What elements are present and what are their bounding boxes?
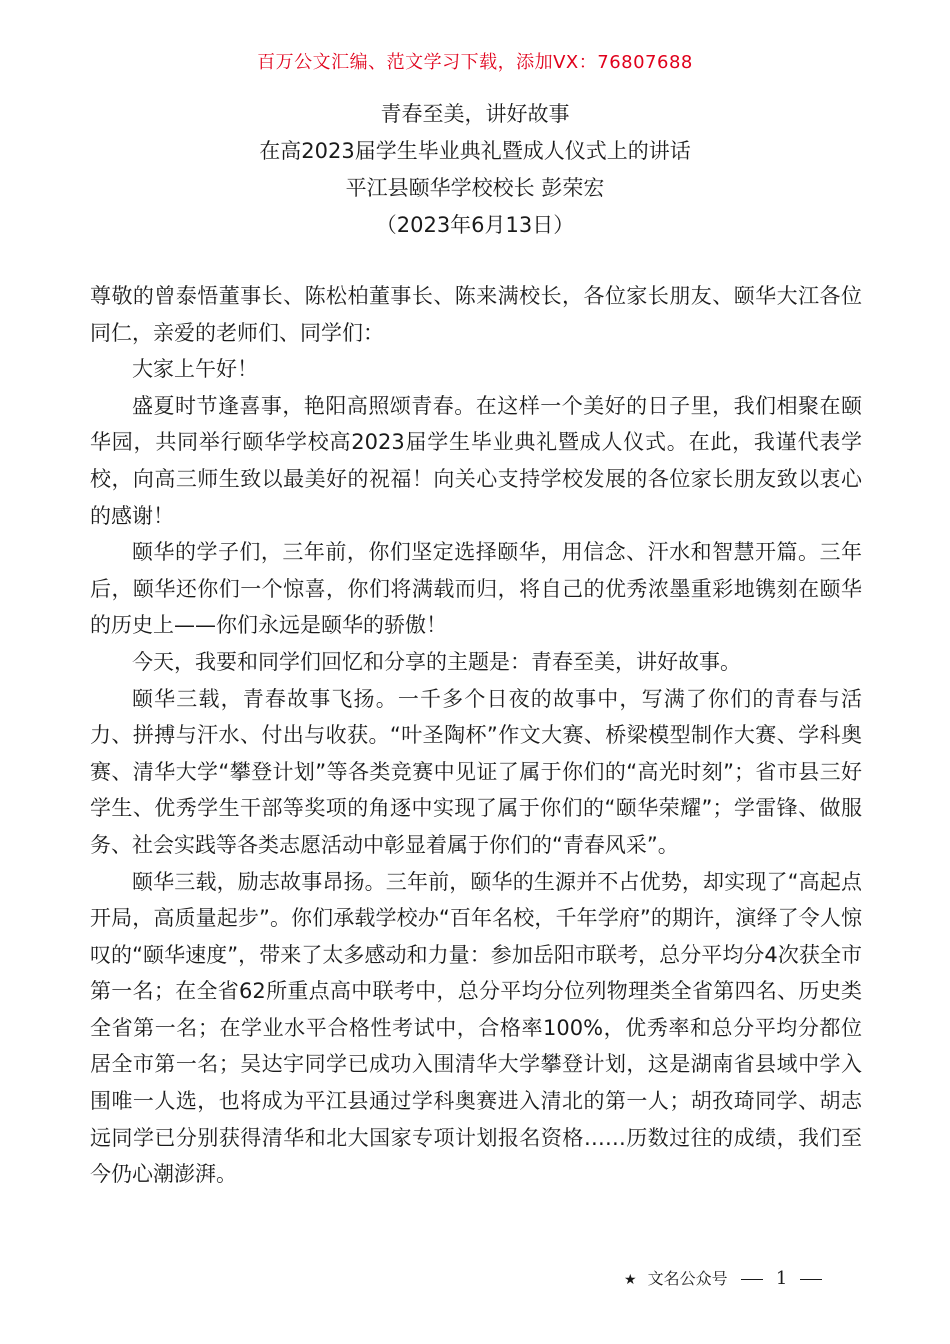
star-icon: ★ [624, 1272, 637, 1288]
speech-body [90, 278, 862, 1193]
speech-title: 青春至美，讲好故事 [380, 102, 570, 126]
page-footer [624, 1266, 830, 1289]
title-block [0, 96, 950, 244]
speech-date: （2023年6月13日） [375, 213, 575, 237]
greeting-paragraph: 大家上午好！ [132, 357, 258, 382]
footer-dash-right [800, 1279, 822, 1280]
salutation-paragraph: 尊敬的曾泰悟董事长、陈松柏董事长、陈来满校长，各位家长朋友、颐华大江各位同仁，亲爱的老师们、同学们： [90, 284, 862, 345]
promo-banner: 百万公文汇编、范文学习下载，添加VX：76807688 [257, 52, 693, 73]
footer-label: 文名公众号 [647, 1269, 728, 1288]
speech-subtitle: 在高2023届学生毕业典礼暨成人仪式上的讲话 [259, 139, 691, 163]
footer-dash-left [741, 1279, 763, 1280]
page-number: 1 [775, 1268, 788, 1289]
body-paragraph: 盛夏时节逢喜事，艳阳高照颂青春。在这样一个美好的日子里，我们相聚在颐华园，共同举行颐华学校高2023届学生毕业典礼暨成人仪式。在此，我谨代表学校，向高三师生致以最美好的祝福！向关心支持学校发展的各位家长朋友致以衷心的感谢！ [90, 393, 862, 528]
body-paragraph: 颐华三载，青春故事飞扬。一千多个日夜的故事中，写满了你们的青春与活力、拼搏与汗水、付出与收获。“叶圣陶杯”作文大赛、桥梁模型制作大赛、学科奥赛、清华大学“攀登计划”等各类竞赛中见证了属于你们的“高光时刻”；省市县三好学生、优秀学生干部等奖项的角逐中实现了属于你们的“颐华荣耀”；学雷锋、做服务、社会实践等各类志愿活动中彰显着属于你们的“青春风采”。 [90, 686, 862, 857]
body-paragraph: 颐华三载，励志故事昂扬。三年前，颐华的生源并不占优势，却实现了“高起点开局，高质量起步”。你们承载学校办“百年名校，千年学府”的期许，演绎了令人惊叹的“颐华速度”，带来了太多感动和力量：参加岳阳市联考，总分平均分4次获全市第一名；在全省62所重点高中联考中，总分平均分位列物理类全省第四名、历史类全省第一名；在学业水平合格性考试中，合格率100%，优秀率和总分平均分都位居全市第一名；吴达宇同学已成功入围清华大学攀登计划，这是湖南省县域中学入围唯一人选，也将成为平江县通过学科奥赛进入清北的第一人；胡孜琦同学、胡志远同学已分别获得清华和北大国家专项计划报名资格……历数过往的成绩，我们至今仍心潮澎湃。 [90, 869, 862, 1187]
body-paragraph: 颐华的学子们，三年前，你们坚定选择颐华，用信念、汗水和智慧开篇。三年后，颐华还你们一个惊喜，你们将满载而归，将自己的优秀浓墨重彩地镌刻在颐华的历史上——你们永远是颐华的骄傲！ [90, 540, 862, 638]
speaker-line: 平江县颐华学校校长 彭荣宏 [345, 176, 605, 200]
body-paragraph: 今天，我要和同学们回忆和分享的主题是：青春至美，讲好故事。 [132, 649, 741, 674]
